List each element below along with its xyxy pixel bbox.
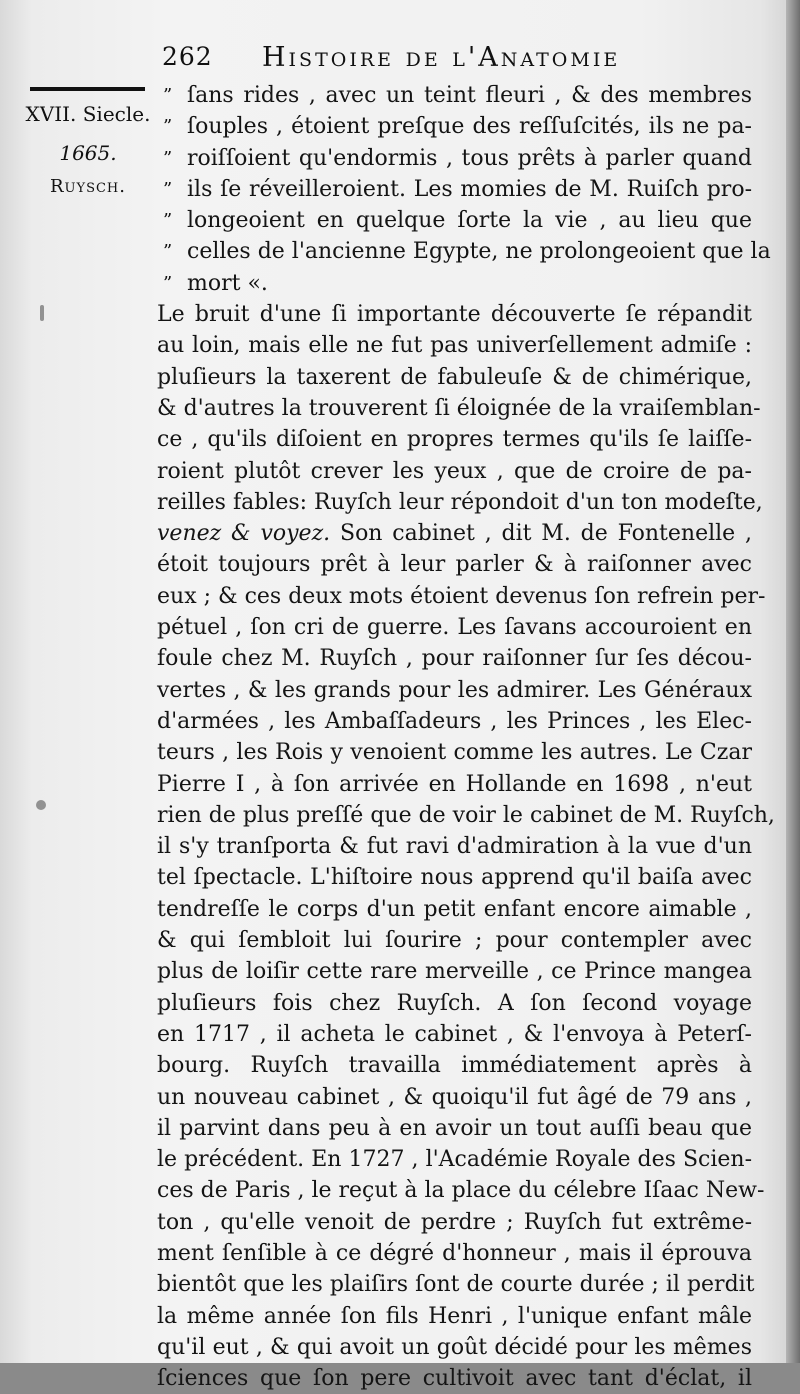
text-line: ” celles de l'ancienne Egypte, ne prolongeoient que la (157, 236, 752, 267)
quote-mark: ” (163, 210, 173, 232)
quote-mark: ” (163, 272, 173, 294)
text-line: ” mort «. (157, 268, 752, 299)
text-line: ſciences que ſon pere cultivoit avec tant d'éclat, il (157, 1366, 752, 1392)
page-number: 262 (162, 42, 213, 71)
text-line: Pierre I , à ſon arrivée en Hollande en 1698 , n'eut (157, 771, 752, 797)
text-line: pluſieurs la taxerent de fabuleuſe & de chimérique, (157, 364, 752, 390)
text-line: le précédent. En 1727 , l'Académie Royale des Scien- (157, 1147, 752, 1173)
text-line: ment ſenſible à ce dégré d'honneur , mais il éprouva (157, 1240, 752, 1266)
quote-mark: ” (163, 147, 173, 169)
text-line: ” longeoient en quelque ſorte la vie , au lieu que (157, 205, 752, 236)
quote-mark: ” (163, 178, 173, 200)
body-text (157, 80, 775, 1394)
text-line: plus de loiſir cette rare merveille , ce Prince mangea (157, 959, 752, 985)
text-line: un nouveau cabinet , & quoiqu'il fut âgé de 79 ans , (157, 1084, 752, 1110)
text-line: rien de plus preſſé que de voir le cabinet de M. Ruyſch, (157, 802, 775, 828)
text-line: roient plutôt crever les yeux , que de croire de pa- (157, 458, 752, 484)
text-line: ” ſouples , étoient preſque des reſſuſcités, ils ne pa- (157, 111, 752, 142)
text-line: pétuel , ſon cri de guerre. Les ſavans accouroient en (157, 615, 752, 641)
ink-spot (40, 305, 44, 321)
text-line: pluſieurs fois chez Ruyſch. A ſon ſecond voyage (157, 990, 752, 1016)
text-line: & qui ſembloit lui ſourire ; pour contempler avec (157, 928, 752, 954)
quote-mark: ” (163, 85, 173, 106)
page-edge-shadow (786, 0, 800, 1363)
text-line: ” ils ſe réveilleroient. Les momies de M. Ruiſch pro- (157, 174, 752, 205)
margin-rule (30, 87, 145, 91)
margin-name: Ruysch. (49, 176, 126, 197)
text-line: il s'y tranſporta & fut ravi d'admiration à la vue d'un (157, 834, 752, 860)
running-title: Histoire de l'Anatomie (262, 42, 621, 73)
text-line: reilles fables: Ruyſch leur répondoit d'un ton modeſte, (157, 489, 763, 515)
text-line: bientôt que les plaiſirs ſont de courte durée ; il perdit (157, 1272, 755, 1298)
margin-year: 1665. (59, 141, 117, 165)
text-line: vertes , & les grands pour les admirer. Les Généraux (157, 677, 752, 703)
text-line: d'armées , les Ambaſſadeurs , les Princes , les Elec- (157, 708, 752, 734)
quote-mark: ” (163, 241, 173, 263)
text-line: ” ſans rides , avec un teint fleuri , & des membres (157, 80, 752, 111)
text-line: eux ; & ces deux mots étoient devenus ſon refrein per- (157, 583, 766, 609)
text-line: tel ſpectacle. L'hiſtoire nous apprend qu'il baiſa avec (157, 865, 752, 891)
text-line: ton , qu'elle venoit de perdre ; Ruyſch fut extrême- (157, 1209, 752, 1235)
text-line: qu'il eut , & qui avoit un goût décidé pour les mêmes (157, 1334, 752, 1360)
text-line: tendreſſe le corps d'un petit enfant encore aimable , (157, 896, 752, 922)
text-line: venez & voyez. Son cabinet , dit M. de Fontenelle , (157, 521, 752, 547)
ink-spot (36, 800, 46, 810)
text-line: au loin, mais elle ne fut pas univerſellement admiſe : (157, 333, 752, 359)
text-line: ” roiſſoient qu'endormis , tous prêts à parler quand (157, 143, 752, 174)
text-line: étoit toujours prêt à leur parler & à raiſonner avec (157, 552, 752, 578)
text-line: teurs , les Rois y venoient comme les autres. Le Czar (157, 740, 752, 766)
text-line: Le bruit d'une ſi importante découverte ſe répandit (157, 302, 752, 328)
text-line: ce , qu'ils diſoient en propres termes qu'ils ſe laiſſe- (157, 427, 752, 453)
running-header (162, 38, 762, 78)
text-line: ces de Paris , le reçut à la place du célebre Iſaac New- (157, 1178, 765, 1204)
margin-century: XVII. Siecle. (25, 102, 151, 126)
text-line: foule chez M. Ruyſch , pour raiſonner ſur ſes décou- (157, 646, 752, 672)
text-line: en 1717 , il acheta le cabinet , & l'envoya à Peterſ- (157, 1021, 752, 1047)
text-line: & d'autres la trouverent ſi éloignée de la vraiſemblan- (157, 395, 761, 421)
quote-mark: ” (163, 116, 173, 138)
text-line: bourg. Ruyſch travailla immédiatement après à (157, 1053, 752, 1079)
text-line: il parvint dans peu à en avoir un tout auſſi beau que (157, 1115, 752, 1141)
text-line: la même année ſon fils Henri , l'unique enfant mâle (157, 1303, 752, 1329)
